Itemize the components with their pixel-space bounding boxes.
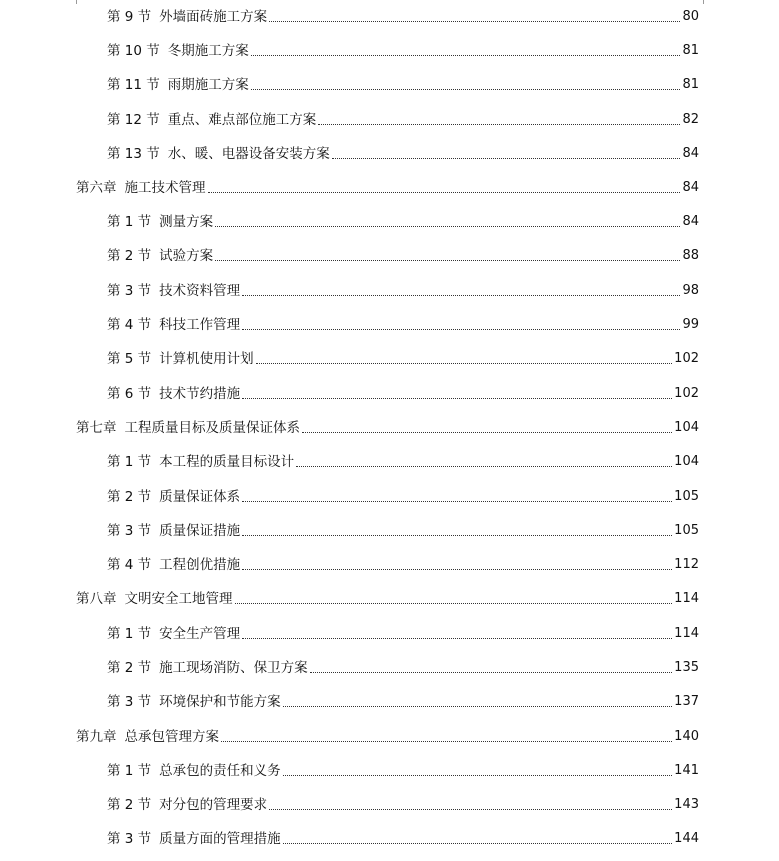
toc-entry-number: 第七章 <box>76 420 117 436</box>
toc-entry[interactable] <box>107 826 699 848</box>
toc-entry-number: 第 4 节 <box>107 557 152 573</box>
dot-leader <box>235 603 673 604</box>
toc-entry[interactable] <box>107 107 699 129</box>
dot-leader <box>215 226 680 227</box>
toc-entry[interactable] <box>107 552 699 574</box>
toc-entry-page: 105 <box>674 523 699 538</box>
dot-leader <box>283 706 673 707</box>
toc-entry-page: 141 <box>674 763 699 778</box>
toc-entry-title: 工程创优措施 <box>159 557 241 573</box>
toc-entry-title: 计算机使用计划 <box>159 351 254 367</box>
toc-entry-page: 112 <box>674 557 699 572</box>
dot-leader <box>221 741 672 742</box>
toc-entry-number: 第 3 节 <box>107 523 152 539</box>
toc-entry-number: 第九章 <box>76 729 117 745</box>
toc-entry-title: 施工技术管理 <box>124 180 206 196</box>
toc-entry-number: 第 1 节 <box>107 626 152 642</box>
toc-entry-title: 工程质量目标及质量保证体系 <box>124 420 300 436</box>
toc-chapter[interactable] <box>76 724 699 746</box>
toc-entry-number: 第 6 节 <box>107 386 152 402</box>
toc-entry-number: 第 9 节 <box>107 9 152 25</box>
toc-entry-title: 测量方案 <box>159 214 214 230</box>
toc-entry-page: 143 <box>674 797 699 812</box>
toc-chapter[interactable] <box>76 175 699 197</box>
dot-leader <box>332 158 681 159</box>
toc-entry-page: 84 <box>682 214 699 229</box>
toc-entry-number: 第六章 <box>76 180 117 196</box>
toc-entry-title: 外墙面砖施工方案 <box>159 9 268 25</box>
toc-entry-title: 雨期施工方案 <box>167 77 249 93</box>
dot-leader <box>242 398 672 399</box>
toc-entry-title: 环境保护和节能方案 <box>159 694 281 710</box>
toc-entry-page: 114 <box>674 626 699 641</box>
toc-entry[interactable] <box>107 621 699 643</box>
toc-entry-page: 135 <box>674 660 699 675</box>
toc-entry-page: 82 <box>682 112 699 127</box>
toc-entry-page: 102 <box>674 386 699 401</box>
toc-entry-title: 技术节约措施 <box>159 386 241 402</box>
toc-entry[interactable] <box>107 278 699 300</box>
toc-entry[interactable] <box>107 141 699 163</box>
dot-leader <box>242 638 672 639</box>
toc-entry-number: 第 13 节 <box>107 146 160 162</box>
toc-entry-page: 84 <box>682 180 699 195</box>
toc-entry[interactable] <box>107 346 699 368</box>
toc-entry-title: 文明安全工地管理 <box>124 591 233 607</box>
toc-entry-title: 质量方面的管理措施 <box>159 831 281 847</box>
toc-entry[interactable] <box>107 689 699 711</box>
toc-entry-title: 对分包的管理要求 <box>159 797 268 813</box>
dot-leader <box>269 809 672 810</box>
toc-entry-number: 第 2 节 <box>107 489 152 505</box>
dot-leader <box>242 295 680 296</box>
toc-entry[interactable] <box>107 209 699 231</box>
toc-chapter[interactable] <box>76 415 699 437</box>
toc-entry[interactable] <box>107 4 699 26</box>
toc-entry[interactable] <box>107 312 699 334</box>
toc-entry-page: 105 <box>674 489 699 504</box>
toc-entry-page: 81 <box>682 43 699 58</box>
toc-entry-title: 施工现场消防、保卫方案 <box>159 660 308 676</box>
toc-entry-page: 102 <box>674 351 699 366</box>
toc-entry-number: 第 5 节 <box>107 351 152 367</box>
toc-entry[interactable] <box>107 243 699 265</box>
toc-entry-title: 技术资料管理 <box>159 283 241 299</box>
toc-entry[interactable] <box>107 758 699 780</box>
dot-leader <box>251 55 681 56</box>
toc-entry-number: 第 11 节 <box>107 77 160 93</box>
dot-leader <box>318 124 680 125</box>
toc-entry-page: 140 <box>674 729 699 744</box>
toc-entry-number: 第 2 节 <box>107 248 152 264</box>
toc-entry-page: 104 <box>674 420 699 435</box>
toc-entry-number: 第 1 节 <box>107 763 152 779</box>
toc-entry-title: 科技工作管理 <box>159 317 241 333</box>
toc-entry-title: 质量保证措施 <box>159 523 241 539</box>
dot-leader <box>256 363 673 364</box>
toc-entry[interactable] <box>107 484 699 506</box>
dot-leader <box>208 192 681 193</box>
margin-mark-right <box>703 0 704 4</box>
toc-entry-number: 第 2 节 <box>107 660 152 676</box>
toc-entry-page: 104 <box>674 454 699 469</box>
toc-entry-page: 98 <box>682 283 699 298</box>
dot-leader <box>215 260 680 261</box>
margin-mark-left <box>76 0 77 4</box>
toc-entry-page: 88 <box>682 248 699 263</box>
toc-entry-number: 第 2 节 <box>107 797 152 813</box>
toc-entry-title: 本工程的质量目标设计 <box>159 454 295 470</box>
toc-entry[interactable] <box>107 792 699 814</box>
toc-entry-number: 第 1 节 <box>107 454 152 470</box>
toc-entry[interactable] <box>107 655 699 677</box>
toc-entry[interactable] <box>107 381 699 403</box>
toc-entry-page: 84 <box>682 146 699 161</box>
toc-entry-page: 114 <box>674 591 699 606</box>
toc-entry[interactable] <box>107 72 699 94</box>
toc-entry[interactable] <box>107 38 699 60</box>
toc-entry-number: 第 3 节 <box>107 831 152 847</box>
toc-entry-number: 第 1 节 <box>107 214 152 230</box>
toc-entry-page: 81 <box>682 77 699 92</box>
toc-entry-number: 第八章 <box>76 591 117 607</box>
toc-entry-title: 冬期施工方案 <box>167 43 249 59</box>
toc-entry-number: 第 3 节 <box>107 283 152 299</box>
dot-leader <box>283 775 673 776</box>
dot-leader <box>269 21 680 22</box>
toc-entry-page: 80 <box>682 9 699 24</box>
toc-entry-title: 安全生产管理 <box>159 626 241 642</box>
toc-entry-number: 第 4 节 <box>107 317 152 333</box>
toc-entry-title: 水、暖、电器设备安装方案 <box>167 146 330 162</box>
toc-entry[interactable] <box>107 449 699 471</box>
dot-leader <box>296 466 672 467</box>
dot-leader <box>302 432 672 433</box>
dot-leader <box>242 535 672 536</box>
toc-entry-page: 99 <box>682 317 699 332</box>
toc-entry-title: 质量保证体系 <box>159 489 241 505</box>
toc-entry-title: 总承包的责任和义务 <box>159 763 281 779</box>
toc-entry-title: 试验方案 <box>159 248 214 264</box>
dot-leader <box>310 672 673 673</box>
toc-entry[interactable] <box>107 518 699 540</box>
toc-entry-title: 重点、难点部位施工方案 <box>167 112 317 128</box>
dot-leader <box>283 843 673 844</box>
dot-leader <box>242 569 672 570</box>
toc-entry-page: 137 <box>674 694 699 709</box>
toc-entry-page: 144 <box>674 831 699 846</box>
toc-entry-number: 第 3 节 <box>107 694 152 710</box>
dot-leader <box>251 89 681 90</box>
dot-leader <box>242 329 680 330</box>
toc-entry-title: 总承包管理方案 <box>124 729 219 745</box>
toc-entry-number: 第 12 节 <box>107 112 160 128</box>
dot-leader <box>242 501 672 502</box>
toc-chapter[interactable] <box>76 586 699 608</box>
toc-entry-number: 第 10 节 <box>107 43 160 59</box>
